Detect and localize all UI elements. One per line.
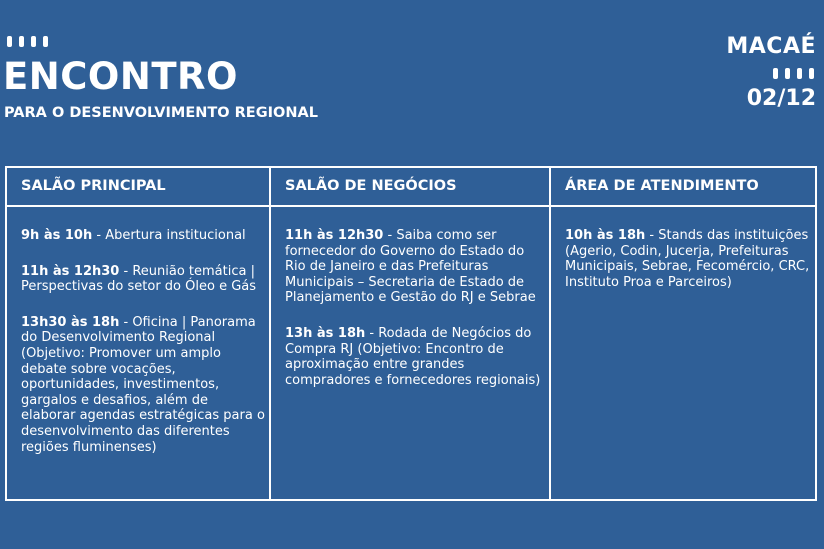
schedule-entry — [285, 326, 545, 388]
dash-mark — [7, 36, 12, 47]
entry-time: 13h30 às 18h — [21, 314, 120, 330]
location-date-block — [726, 36, 816, 110]
column-body-salao-principal — [7, 207, 271, 499]
entry-separator: - — [645, 228, 659, 243]
entry-separator: - — [92, 228, 106, 243]
schedule-table — [5, 166, 817, 501]
decorative-dashes-right — [726, 68, 814, 79]
entry-time: 9h às 10h — [21, 228, 93, 243]
page-subtitle: PARA O DESENVOLVIMENTO REGIONAL — [4, 105, 318, 121]
column-body-area-atendimento — [551, 207, 815, 499]
entry-text: Saiba como ser fornecedor do Governo do Estado do Rio de Janeiro e das Prefeituras Municipais – Secretaria de Estado de Planejamento e Gestão do RJ e Sebrae — [285, 228, 536, 306]
schedule-entry — [565, 228, 811, 290]
city-label: MACAÉ — [726, 34, 816, 59]
schedule-entry — [21, 315, 265, 455]
entry-text: Reunião temática | Perspectivas do setor do Óleo e Gás — [21, 263, 257, 295]
entry-time: 13h às 18h — [285, 325, 366, 341]
schedule-entry — [285, 228, 545, 306]
page-title: ENCONTRO — [3, 55, 238, 98]
entry-time: 11h às 12h30 — [285, 228, 384, 243]
entry-separator: - — [119, 263, 133, 279]
decorative-dashes-left — [7, 36, 48, 47]
dash-mark — [809, 68, 814, 79]
dash-mark — [43, 36, 48, 47]
dash-mark — [773, 68, 778, 79]
entry-time: 10h às 18h — [565, 228, 646, 243]
event-date: 02/12 — [746, 86, 816, 111]
dash-mark — [797, 68, 802, 79]
entry-text: Rodada de Negócios do Compra RJ (Objetivo: Encontro de aproximação entre grandes compradores e fornecedores regionais) — [285, 325, 541, 388]
entry-time: 11h às 12h30 — [21, 263, 120, 279]
dash-mark — [31, 36, 36, 47]
entry-separator: - — [365, 325, 379, 341]
entry-text: Stands das instituições (Agerio, Codin, Jucerja, Prefeituras Municipais, Sebrae, Fecomércio, CRC, Instituto Proa e Parceiros) — [565, 228, 810, 290]
schedule-entry — [21, 264, 265, 295]
dash-mark — [785, 68, 790, 79]
column-heading-salao-negocios: SALÃO DE NEGÓCIOS — [271, 168, 551, 207]
dash-mark — [19, 36, 24, 47]
column-heading-area-atendimento: ÁREA DE ATENDIMENTO — [551, 168, 815, 207]
column-heading-salao-principal: SALÃO PRINCIPAL — [7, 168, 271, 207]
entry-text: Abertura institucional — [105, 228, 246, 243]
schedule-entry — [21, 228, 265, 244]
entry-separator: - — [383, 228, 397, 243]
column-body-salao-negocios — [271, 207, 551, 499]
entry-separator: - — [119, 314, 133, 330]
entry-text: Oficina | Panorama do Desenvolvimento Regional (Objetivo: Promover um amplo debate sobre vocações, oportunidades, investimentos, gargalos e desafios, além de elaborar agendas estratégicas para o desenvolvimento das diferentes regiões fluminenses) — [21, 314, 265, 455]
